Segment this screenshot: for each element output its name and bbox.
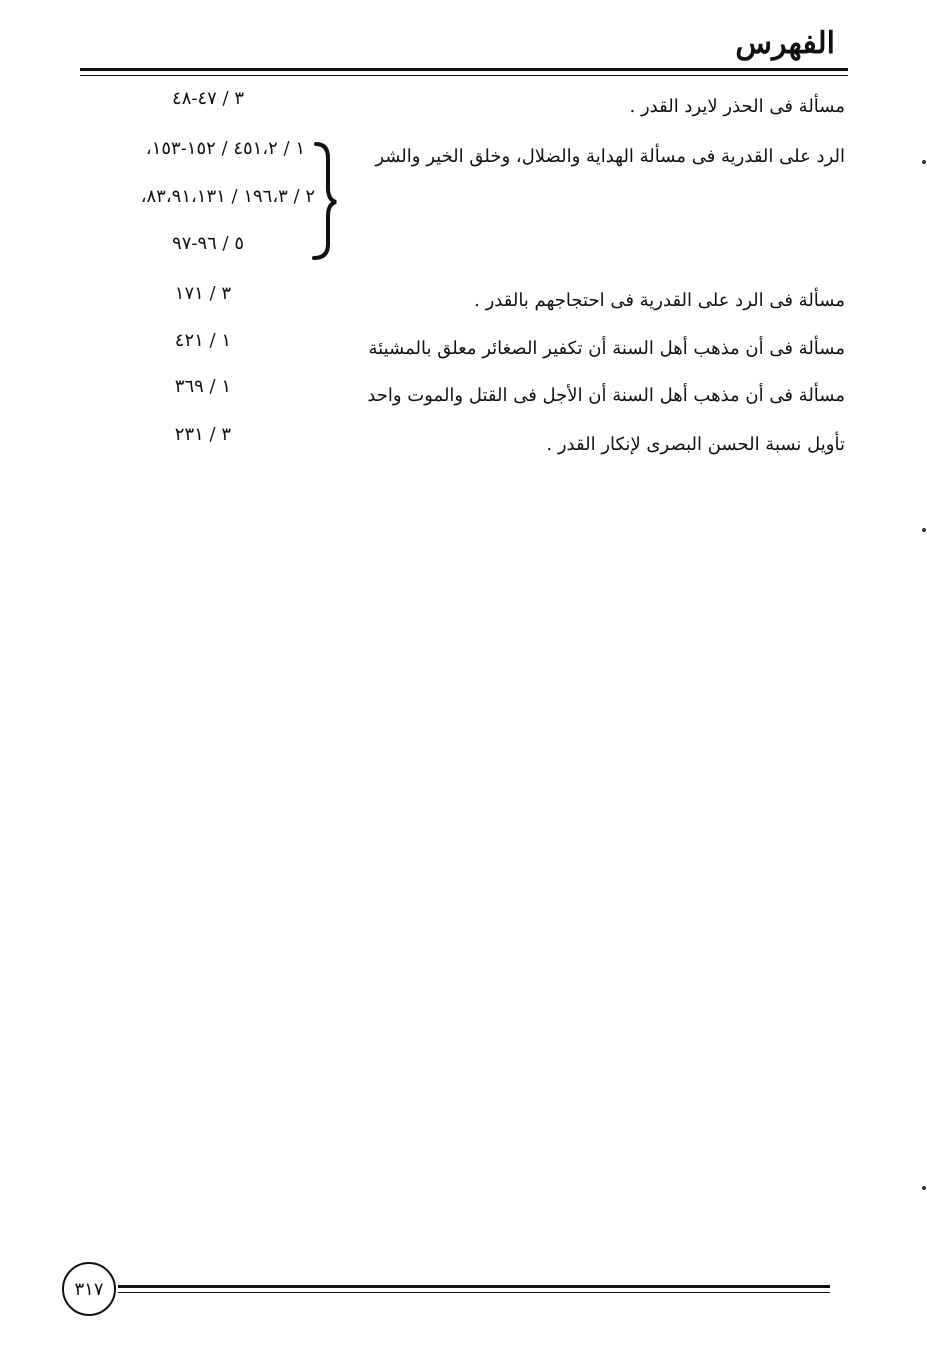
index-entry-ref: ٣ / ١٧١ (174, 283, 231, 304)
footer-rule-thin (118, 1292, 830, 1293)
index-entry-text: مسألة فى أن مذهب أهل السنة أن تكفير الصغائر معلق بالمشيئة (368, 338, 845, 359)
header-rule (80, 68, 848, 71)
index-entry-text: مسألة فى الحذر لايرد القدر . (629, 96, 845, 117)
index-entry-ref: ١ / ٤٢١ (174, 330, 231, 351)
page-number: ٣١٧ (62, 1262, 116, 1316)
index-entry-ref-line: ٢ / ١٩٦،٣ / ٨٣،٩١،١٣١، (140, 186, 315, 207)
index-entry-ref: ٣ / ٢٣١ (174, 424, 231, 445)
index-entry-text: تأويل نسبة الحسن البصرى لإنكار القدر . (546, 434, 845, 455)
curly-brace (306, 140, 340, 262)
footer-rule (118, 1285, 830, 1288)
scan-speck (922, 160, 926, 164)
index-entry-text: الرد على القدرية فى مسألة الهداية والضلال، وخلق الخير والشر (375, 146, 845, 167)
index-entry-ref-line: ١ / ٤٥١،٢ / ١٥٢-١٥٣، (145, 138, 305, 159)
scan-speck (922, 1186, 926, 1190)
index-entry-ref-line: ٥ / ٩٦-٩٧ (172, 233, 244, 254)
index-entry-text: مسألة فى أن مذهب أهل السنة أن الأجل فى القتل والموت واحد (367, 385, 845, 406)
index-entry-ref: ٣ / ٤٧-٤٨ (172, 88, 244, 109)
scan-speck (922, 528, 926, 532)
index-entry-text: مسألة فى الرد على القدرية فى احتجاجهم بالقدر . (474, 290, 845, 311)
page-title: الفهرس (735, 26, 835, 61)
header-rule-thin (80, 75, 848, 76)
index-entry-ref: ١ / ٣٦٩ (174, 376, 231, 397)
